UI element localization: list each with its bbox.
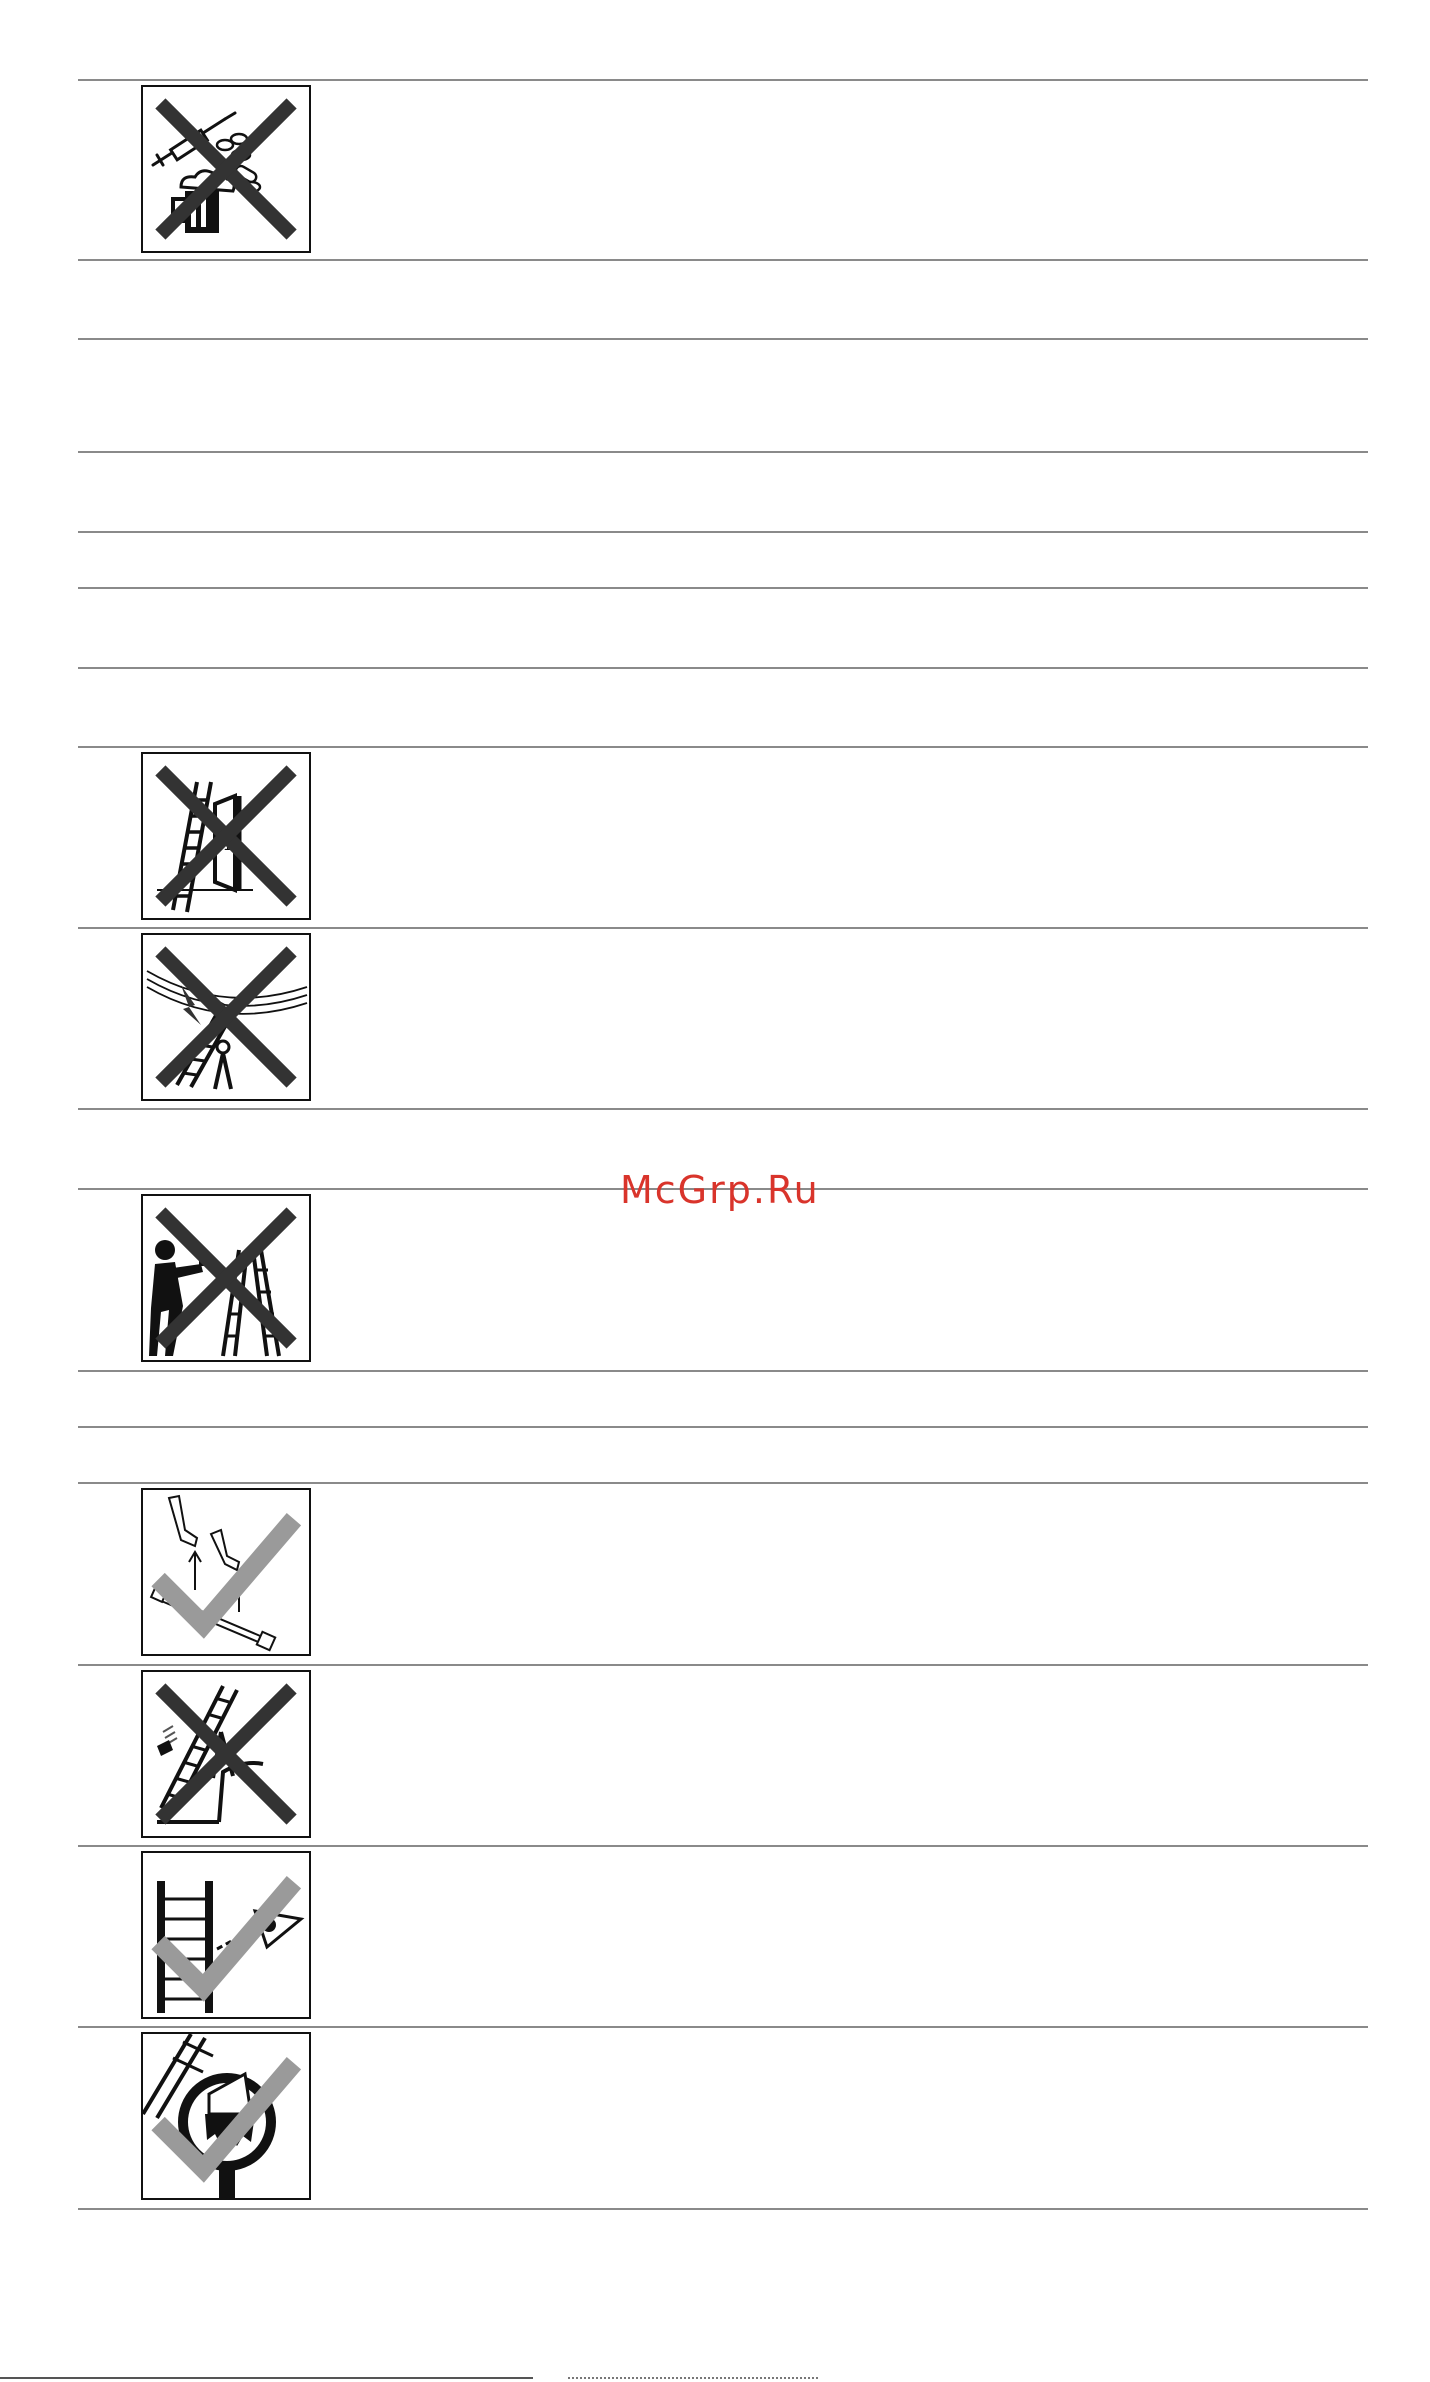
pictogram-no-power-lines [141,933,311,1101]
table-rule [78,531,1368,533]
forbidden-cross-icon [143,87,309,251]
watermark: McGrp.Ru [620,1168,820,1212]
pictogram-no-slippery-ground [141,1670,311,1838]
forbidden-cross-icon [143,1196,309,1360]
table-rule [78,2208,1368,2210]
allowed-check-icon [143,1490,309,1654]
table-rule [78,667,1368,669]
table-rule [78,746,1368,748]
pictogram-no-side-working [141,1194,311,1362]
pictogram-no-alcohol-drugs [141,85,311,253]
table-rule [78,338,1368,340]
table-rule [78,1370,1368,1372]
table-rule [78,1664,1368,1666]
table-rule [78,79,1368,81]
forbidden-cross-icon [143,754,309,918]
forbidden-cross-icon [143,1672,309,1836]
table-rule [78,2026,1368,2028]
pictogram-no-placing-before-door [141,752,311,920]
allowed-check-icon [143,2034,309,2198]
table-rule [78,1845,1368,1847]
allowed-check-icon [143,1853,309,2017]
footer-dotted-rule [568,2377,818,2379]
table-rule [78,1482,1368,1484]
table-rule [78,1426,1368,1428]
forbidden-cross-icon [143,935,309,1099]
table-rule [78,451,1368,453]
table-rule [78,927,1368,929]
pictogram-check-feet [141,2032,311,2200]
footer-rule [0,2377,533,2379]
table-rule [78,259,1368,261]
table-rule [78,1108,1368,1110]
pictogram-fit-stabilizer-bar [141,1488,311,1656]
pictogram-visual-inspection [141,1851,311,2019]
table-rule [78,587,1368,589]
